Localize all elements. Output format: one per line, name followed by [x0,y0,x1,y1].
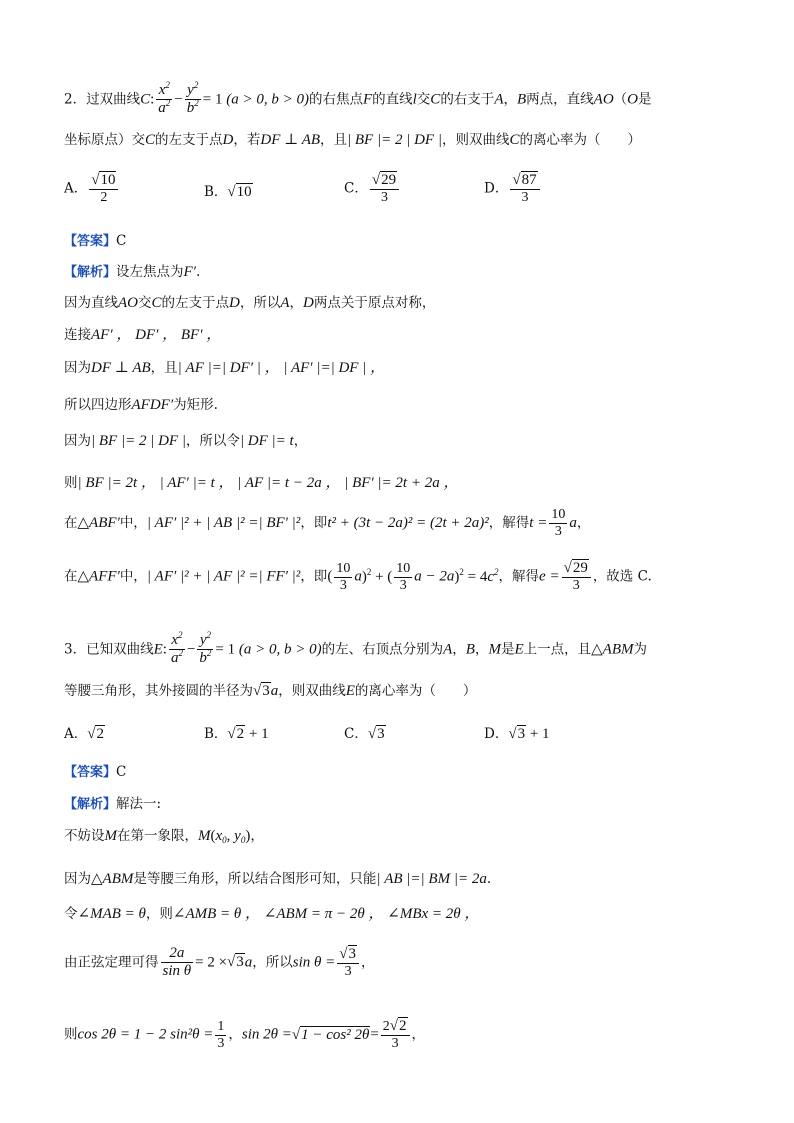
q2-analysis-line-9: 在△AFF′中，| AF′ |² + | AF |² =| FF′ |²，即( $\frac{10}{3}$ a)$^2$ + ( $\frac{10}{3}$ $a - 2a)^2 = 4c^2$，解得e = $\frac{√29}{3}$ ，故选 C. [64,560,652,594]
q3-analysis-line-1: 不妨设M在第一象限，$M(x_0$, $y_0$)， [64,828,264,845]
hyperbola-y-term: $\frac{y^2}{b^2}$ [186,80,199,117]
q2-analysis-line-2: 因为直线AO交C的左支于点D，所以A，D两点关于原点对称， [64,295,436,311]
q2-option-d: D． $\frac{√87}{3}$ [484,172,542,206]
q2-analysis-line-3: 连接AF′ ， DF′ ， BF′ ， [64,327,222,343]
q2-analysis-line-7: 则| BF |= 2t ， | AF′ |= t ， | AF |= t − 2a ， | BF′ |= 2t + 2a ， [64,475,459,491]
q3-analysis-method: 【解析】解法一: [64,796,162,812]
q2-option-c: C． $\frac{√29}{3}$ [344,172,401,206]
q3-stem-line-2: 等腰三角形，其外接圆的半径为√3a，则双曲线E的离心率为（ ） [64,683,477,699]
hyperbola-x-term: $\frac{x^2}{a^2}$ [158,80,171,117]
q3-option-d: D．√3 + 1 [484,726,550,742]
q3-analysis-line-2: 因为△ABM是等腰三角形，所以结合图形可知，只能| AB |=| BM |= 2a. [64,871,492,887]
q3-option-c: C．√3 [344,726,385,742]
q2-answer: 【答案】C [64,233,127,249]
q3-analysis-line-3: 令∠MAB = θ，则∠AMB = θ ， ∠ABM = π − 2θ ， ∠MBx = 2θ ， [64,906,480,922]
q2-analysis-line-4: 因为DF ⊥ AB，且| AF |=| DF′ | ， | AF′ |=| DF | ， [64,360,386,376]
q3-stem-line-1: 3．已知双曲线E: $\frac{x^2}{a^2}$ − $\frac{y^2}{b^2}$ = 1 (a > 0, b > 0)的左、右顶点分别为A，B，M是E上一点，且△ABM为 [64,630,647,667]
q3-option-b: B．√2 + 1 [204,726,269,742]
q3-analysis-line-4: 由正弦定理可得 $\frac{2a}{\text{sin θ}}$ = 2 ×√3a，所以sin θ = $\frac{√3}{3}$ ， [64,945,375,980]
q3-answer: 【答案】C [64,764,127,780]
q2-option-b: B．√10 [204,184,252,200]
q2-option-a: A． $\frac{√10}{2}$ [64,172,120,206]
q2-analysis-line-5: 所以四边形AFDF′为矩形. [64,397,218,413]
q2-analysis-line-1: 【解析】设左焦点为F′. [64,264,201,280]
q3-analysis-line-5: 则cos 2θ = 1 − 2 sin²θ = $\frac{1}{3}$ ，sin 2θ =√1 − cos² 2θ= $\frac{2√2}{3}$ ， [64,1018,426,1052]
q2-stem-line-1: 2．过双曲线C: $\frac{x^2}{a^2}$ − $\frac{y^2}{b^2}$ = 1 (a > 0, b > 0)的右焦点F的直线l交C的右支于A，B两点，直线AO（O是 [64,80,652,117]
q3-option-a: A．√2 [64,726,104,742]
q2-analysis-line-6: 因为| BF |= 2 | DF |，所以令| DF |= t， [64,433,308,449]
q2-stem-line-2: 坐标原点）交C的左支于点D，若DF ⊥ AB，且| BF |= 2 | DF |，则双曲线C的离心率为（ ） [64,132,641,148]
q2-analysis-line-8: 在△ABF′中，| AF′ |² + | AB |² =| BF′ |²，即t² + (3t − 2a)² = (2t + 2a)²，解得t = $\frac{10}{3}$ a， [64,507,591,540]
